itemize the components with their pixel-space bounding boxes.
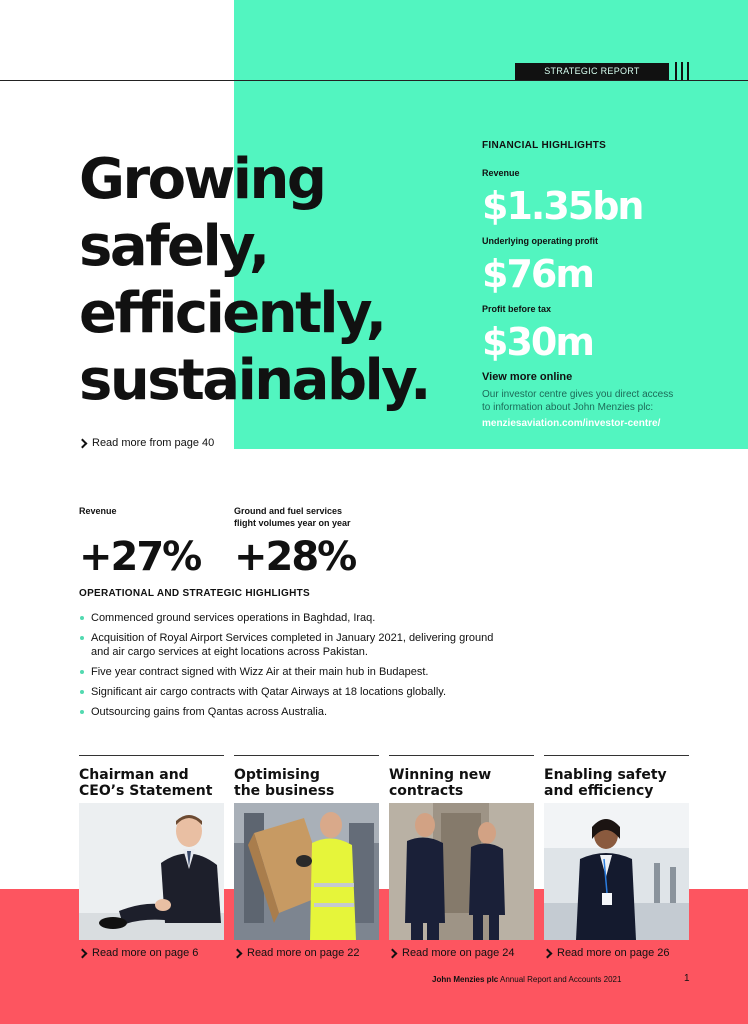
fin-profit-before-tax-value: $30m [482, 320, 593, 364]
chevron-right-icon [388, 948, 398, 958]
view-online-text-line: to information about John Menzies plc: [482, 402, 654, 413]
card-title-optimising [234, 767, 384, 799]
stat-label-line: Ground and fuel services [234, 506, 343, 516]
read-more-label: Read more on page 26 [557, 947, 670, 959]
read-more-label: Read more on page 22 [247, 947, 360, 959]
card-title-line: and efficiency [544, 783, 654, 799]
financial-highlights-heading: FINANCIAL HIGHLIGHTS [482, 140, 607, 151]
list-item: Acquisition of Royal Airport Services completed in January 2021, delivering ground and air cargo services at eight locations across Pakistan. [79, 631, 511, 659]
chairman-photo [79, 803, 224, 940]
card-read-more-winning[interactable] [389, 947, 515, 959]
chevron-right-icon [543, 948, 553, 958]
fin-operating-profit-value: $76m [482, 252, 593, 296]
chevron-right-icon [233, 948, 243, 958]
footer-report-title: Annual Report and Accounts 2021 [500, 975, 622, 984]
card-title-line: Optimising [234, 767, 320, 783]
card-title-line: Winning new [389, 767, 492, 783]
fin-profit-before-tax-label: Profit before tax [482, 304, 552, 314]
stat-revenue-value: +27% [79, 534, 201, 580]
read-more-label: Read more on page 24 [402, 947, 515, 959]
card-rule [234, 755, 379, 756]
card-title-winning [389, 767, 539, 799]
fin-revenue-label: Revenue [482, 168, 520, 178]
fin-operating-profit-label: Underlying operating profit [482, 236, 598, 246]
stat-label-line: flight volumes year on year [234, 518, 351, 528]
headline-line: Growing [79, 147, 325, 212]
investor-centre-link[interactable]: menziesaviation.com/investor-centre/ [482, 418, 661, 429]
view-online-text [482, 388, 673, 414]
card-read-more-optimising[interactable] [234, 947, 360, 959]
tab-bar-decoration [681, 62, 683, 80]
card-title-line: Enabling safety [544, 767, 667, 783]
stat-flight-volumes-label [234, 505, 351, 529]
headline-line: sustainably. [79, 348, 429, 413]
view-online-heading: View more online [482, 371, 573, 383]
list-item: Commenced ground services operations in Baghdad, Iraq. [79, 611, 639, 625]
terminal-staff-photo [544, 803, 689, 940]
tab-bar-decoration [687, 62, 689, 80]
section-tab: STRATEGIC REPORT [515, 63, 669, 80]
view-online-text-line: Our investor centre gives you direct access [482, 389, 674, 400]
header-rule [0, 80, 748, 81]
card-read-more-safety[interactable] [544, 947, 670, 959]
stat-label-line: Revenue [79, 506, 117, 516]
operational-highlights-heading: OPERATIONAL AND STRATEGIC HIGHLIGHTS [79, 588, 310, 599]
card-rule [79, 755, 224, 756]
card-title-line: Chairman and [79, 767, 189, 783]
card-read-more-chairman[interactable] [79, 947, 198, 959]
footer-company: John Menzies plc [432, 975, 499, 984]
hero-read-more-link[interactable] [79, 437, 214, 449]
card-title-chairman [79, 767, 229, 799]
list-item: Outsourcing gains from Qantas across Australia. [79, 705, 639, 719]
headline-line: safely, [79, 214, 268, 279]
card-title-line: CEO’s Statement [79, 783, 213, 799]
warehouse-worker-photo [234, 803, 379, 940]
stat-flight-volumes-value: +28% [234, 534, 356, 580]
tab-bar-decoration [675, 62, 677, 80]
card-title-line: contracts [389, 783, 464, 799]
chevron-right-icon [78, 948, 88, 958]
headline-line: efficiently, [79, 281, 385, 346]
stat-revenue-label [79, 505, 117, 517]
list-item: Significant air cargo contracts with Qatar Airways at 18 locations globally. [79, 685, 639, 699]
operational-highlights-list [79, 611, 639, 725]
chevron-right-icon [78, 438, 88, 448]
list-item: Five year contract signed with Wizz Air at their main hub in Budapest. [79, 665, 639, 679]
card-title-safety [544, 767, 694, 799]
footer-report-name [432, 975, 621, 984]
read-more-label: Read more from page 40 [92, 437, 215, 449]
read-more-label: Read more on page 6 [92, 947, 199, 959]
page-number: 1 [684, 973, 690, 984]
card-title-line: the business [234, 783, 335, 799]
fin-revenue-value: $1.35bn [482, 184, 643, 228]
two-staff-photo [389, 803, 534, 940]
card-rule [389, 755, 534, 756]
page-headline [79, 146, 499, 414]
card-rule [544, 755, 689, 756]
